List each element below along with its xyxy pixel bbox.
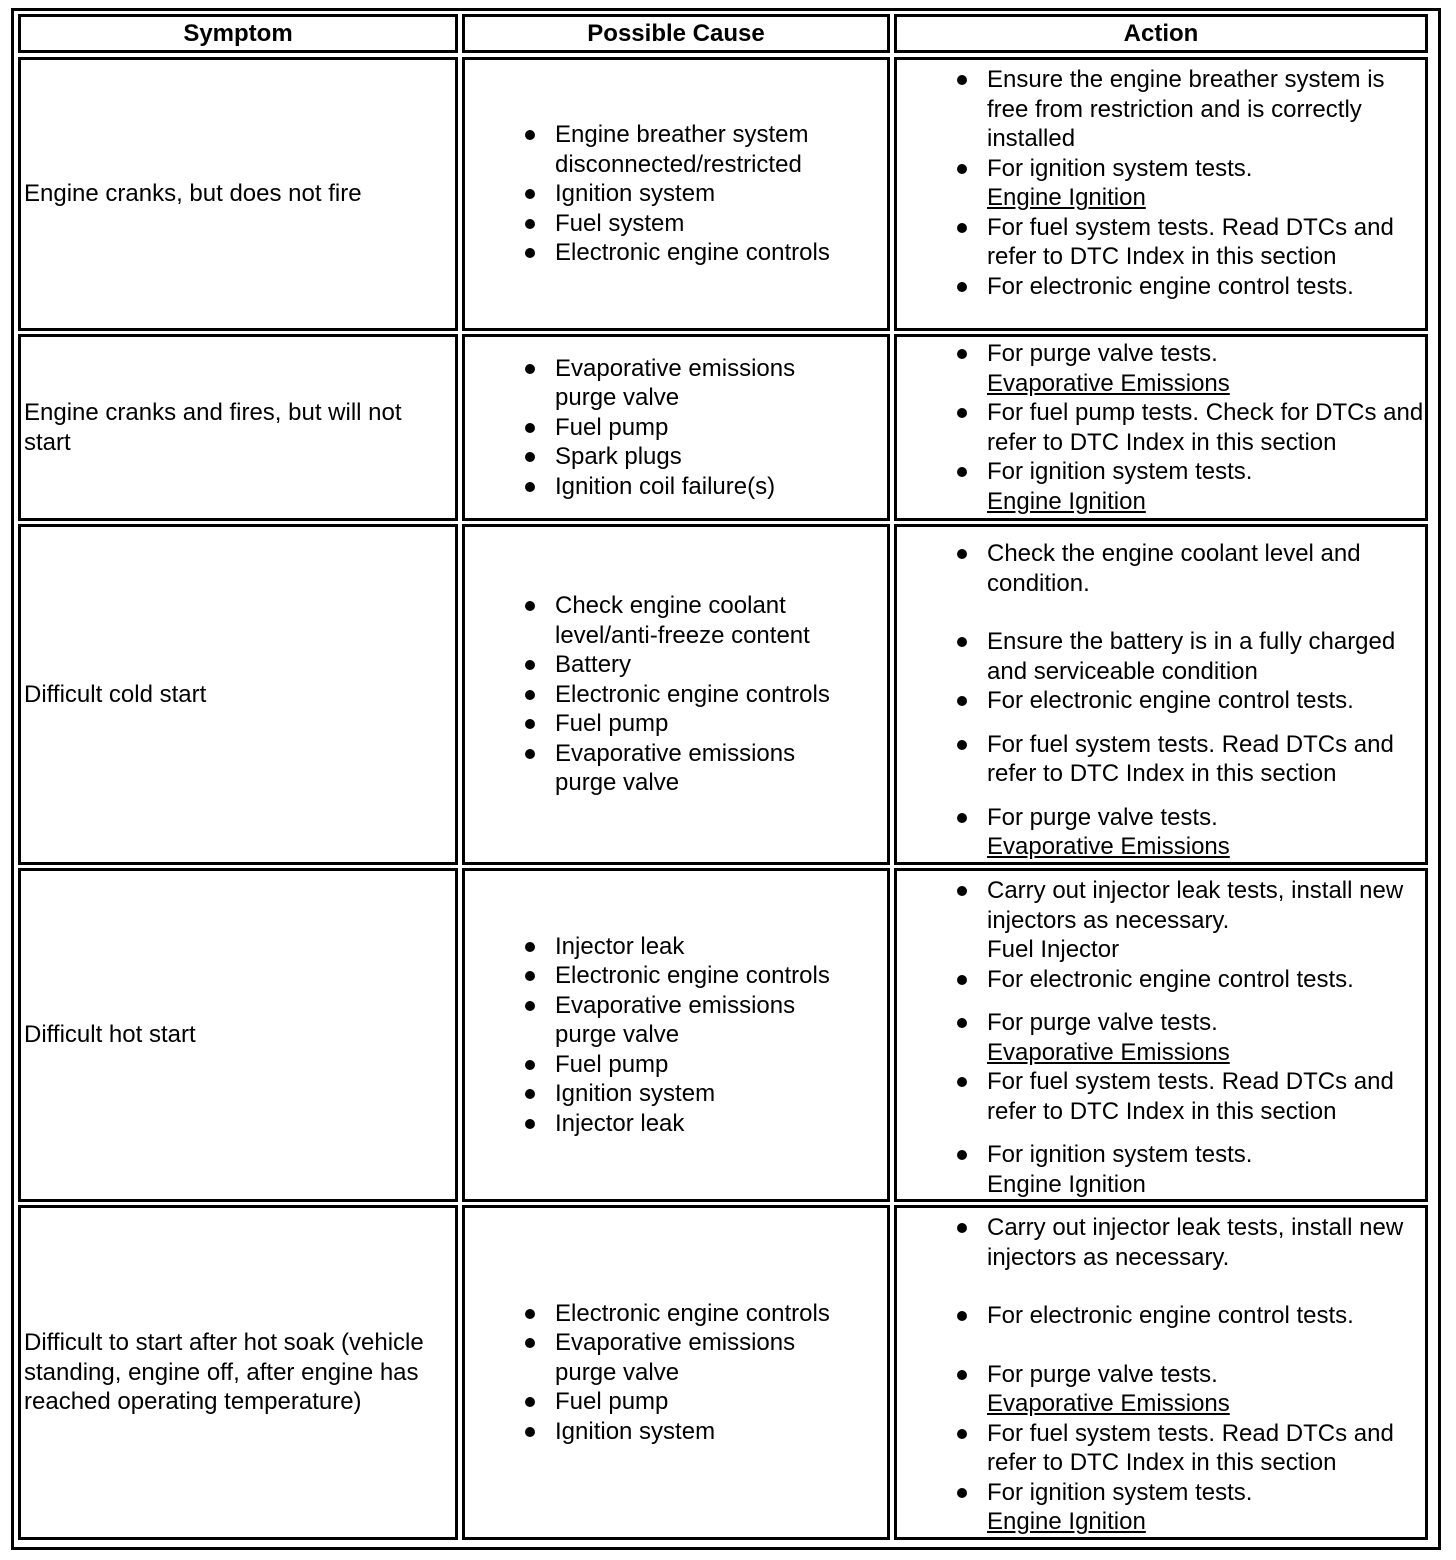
action-list xyxy=(987,1213,1425,1537)
cause-cell xyxy=(462,1205,890,1540)
action-item: For electronic engine control tests. xyxy=(987,272,1425,302)
action-list xyxy=(987,65,1425,301)
engine-ignition-link[interactable]: Engine Ignition xyxy=(987,184,1146,211)
action-item: For electronic engine control tests. xyxy=(987,965,1425,995)
action-item: Carry out injector leak tests, install new injectors as necessary. xyxy=(987,1213,1425,1272)
action-item: For fuel system tests. Read DTCs and refer to DTC Index in this section xyxy=(987,213,1425,272)
cause-item: Ignition system xyxy=(555,1079,855,1109)
header-cause: Possible Cause xyxy=(462,14,890,53)
action-item: For ignition system tests. Engine Ignition xyxy=(987,457,1425,516)
cause-list xyxy=(555,591,855,798)
action-item: Ensure the battery is in a fully charged and serviceable condition xyxy=(987,627,1425,686)
engine-ignition-link[interactable]: Engine Ignition xyxy=(987,487,1146,515)
header-symptom: Symptom xyxy=(18,14,458,53)
action-item: Check the engine coolant level and condition. xyxy=(987,539,1425,598)
symptom-cell xyxy=(18,868,458,1202)
cause-item: Fuel pump xyxy=(555,1387,855,1417)
action-item: For purge valve tests. Evaporative Emissions xyxy=(987,1360,1425,1419)
engine-ignition-link[interactable]: Engine Ignition xyxy=(987,1508,1146,1535)
symptom-text: Difficult hot start xyxy=(24,1021,196,1049)
cause-list xyxy=(555,932,855,1139)
action-item: Carry out injector leak tests, install new injectors as necessary. Fuel Injector xyxy=(987,876,1425,965)
cause-cell xyxy=(462,334,890,521)
action-list xyxy=(987,339,1425,516)
cause-item: Evaporative emissions purge valve xyxy=(555,991,855,1050)
action-list xyxy=(987,539,1425,862)
action-item: For purge valve tests. Evaporative Emissions xyxy=(987,803,1425,862)
evaporative-emissions-link[interactable]: Evaporative Emissions xyxy=(987,1038,1230,1066)
cause-item: Ignition system xyxy=(555,179,887,209)
action-item: Ensure the engine breather system is free from restriction and is correctly installed xyxy=(987,65,1425,154)
cause-item: Evaporative emissions purge valve xyxy=(555,1328,855,1387)
action-item: For electronic engine control tests. xyxy=(987,686,1425,716)
symptom-text: Difficult cold start xyxy=(24,680,207,708)
action-item: For electronic engine control tests. xyxy=(987,1301,1425,1331)
action-item: For ignition system tests. Engine Ignition xyxy=(987,1140,1425,1199)
symptom-text: Engine cranks and fires, but will not start xyxy=(24,399,402,456)
header-action: Action xyxy=(894,14,1428,53)
cause-item: Fuel pump xyxy=(555,1050,855,1080)
cause-item: Spark plugs xyxy=(555,442,845,472)
cause-item: Electronic engine controls xyxy=(555,1299,855,1329)
action-item: For fuel system tests. Read DTCs and refer to DTC Index in this section xyxy=(987,730,1425,789)
symptom-text: Difficult to start after hot soak (vehicle standing, engine off, after engine has reached operating temperature) xyxy=(24,1329,424,1416)
cause-item: Injector leak xyxy=(555,1109,855,1139)
cause-item: Fuel pump xyxy=(555,413,845,443)
cause-item: Evaporative emissions purge valve xyxy=(555,739,855,798)
action-cell xyxy=(894,57,1428,331)
cause-list xyxy=(555,1299,855,1447)
action-list xyxy=(987,876,1425,1199)
action-item: For fuel pump tests. Check for DTCs and refer to DTC Index in this section xyxy=(987,399,1424,456)
cause-cell xyxy=(462,868,890,1202)
action-item: For ignition system tests. Engine Ignition xyxy=(987,154,1425,213)
cause-item: Ignition system xyxy=(555,1417,855,1447)
evaporative-emissions-link[interactable]: Evaporative Emissions xyxy=(987,369,1230,397)
action-item: For fuel system tests. Read DTCs and refer to DTC Index in this section xyxy=(987,1067,1425,1126)
cause-cell xyxy=(462,524,890,865)
evaporative-emissions-link[interactable]: Evaporative Emissions xyxy=(987,833,1230,860)
cause-item: Injector leak xyxy=(555,932,855,962)
symptom-text: Engine cranks, but does not fire xyxy=(24,180,362,208)
cause-item: Engine breather system disconnected/restricted xyxy=(555,120,887,179)
cause-item: Evaporative emissions purge valve xyxy=(555,354,845,413)
symptom-cell xyxy=(18,1205,458,1540)
cause-item: Check engine coolant level/anti-freeze content xyxy=(555,591,855,650)
action-cell xyxy=(894,524,1428,865)
cause-item: Ignition coil failure(s) xyxy=(555,472,845,502)
symptom-cell xyxy=(18,334,458,521)
action-cell xyxy=(894,334,1428,521)
cause-item: Electronic engine controls xyxy=(555,961,855,991)
fuel-injector-ref: Fuel Injector xyxy=(987,936,1120,963)
engine-ignition-ref: Engine Ignition xyxy=(987,1170,1146,1198)
cause-list xyxy=(555,354,845,502)
evaporative-emissions-link[interactable]: Evaporative Emissions xyxy=(987,1390,1230,1417)
action-item: For ignition system tests. Engine Ignition xyxy=(987,1478,1425,1537)
cause-item: Battery xyxy=(555,650,855,680)
symptom-cell xyxy=(18,57,458,331)
cause-cell xyxy=(462,57,890,331)
action-cell xyxy=(894,868,1428,1202)
action-item: For purge valve tests. Evaporative Emissions xyxy=(987,339,1425,398)
cause-list xyxy=(555,120,887,268)
cause-item: Electronic engine controls xyxy=(555,238,887,268)
cause-item: Electronic engine controls xyxy=(555,680,855,710)
action-item: For fuel system tests. Read DTCs and refer to DTC Index in this section xyxy=(987,1419,1425,1478)
action-item: For purge valve tests. Evaporative Emissions xyxy=(987,1008,1425,1067)
symptom-cell xyxy=(18,524,458,865)
action-cell xyxy=(894,1205,1428,1540)
cause-item: Fuel pump xyxy=(555,709,855,739)
cause-item: Fuel system xyxy=(555,209,887,239)
